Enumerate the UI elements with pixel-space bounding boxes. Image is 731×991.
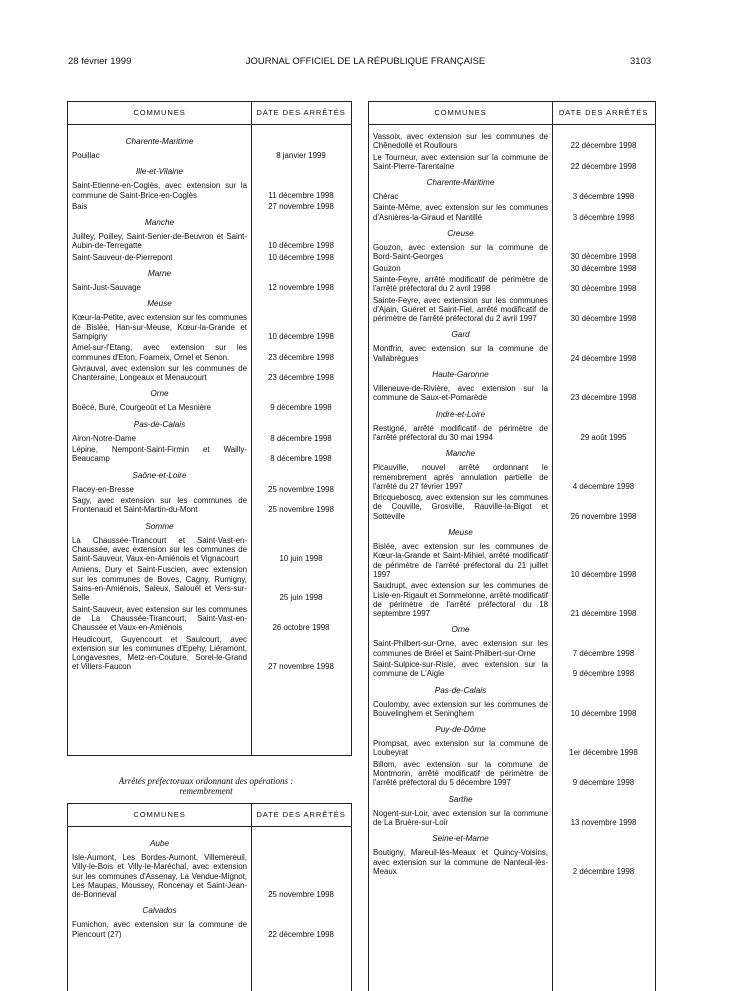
bottom-table: [67, 803, 352, 991]
table-row: [68, 343, 351, 362]
col-communes-header: COMMUNES: [68, 102, 251, 125]
commune-name: Gouzon: [373, 263, 401, 273]
table-row: [369, 760, 655, 788]
commune-name: Nogent-sur-Loir, avec extension sur la commune de La Bruère-sur-Loir: [373, 808, 548, 827]
department-heading: Haute-Garonne: [432, 370, 489, 380]
commune-name: Fumichon, avec extension sur la commune de Piencourt (27): [72, 920, 247, 939]
table-row: [68, 434, 351, 443]
table-row: [369, 384, 655, 403]
arrete-date: 13 novembre 1998: [570, 817, 637, 827]
table-row: [369, 848, 655, 876]
right-table: [368, 101, 656, 991]
department-heading: Orne: [150, 389, 169, 399]
commune-name: Airon-Notre-Dame: [72, 433, 137, 443]
table-row: [369, 264, 655, 273]
department-heading: Gard: [451, 330, 470, 340]
arrete-date: 27 novembre 1998: [268, 662, 334, 672]
arrete-date: 26 novembre 1998: [570, 511, 637, 521]
arrete-date: 25 novembre 1998: [268, 505, 334, 515]
department-heading: Pas-de-Calais: [434, 685, 487, 695]
page-number: 3103: [630, 56, 652, 67]
commune-name: Isle-Aumont, Les Bordes-Aumont, Villemereuil, Villy-le-Bois et Villy-le-Maréchal, avec extension sur les communes d'Assenay, La Vendue-Mignot, Les Maupas, Moussey, Roncenay et Saint-Jean-de-Bonneval: [72, 853, 247, 900]
arrete-date: 22 décembre 1998: [570, 161, 637, 171]
department-heading: Somme: [145, 521, 174, 531]
arrete-date: 23 décembre 1998: [268, 373, 334, 383]
table-row: [369, 192, 655, 201]
department-heading: Indre-et-Loire: [435, 409, 486, 419]
table-row: [68, 364, 351, 383]
table-row: [369, 203, 655, 222]
commune-name: Saint-Sulpice-sur-Risle, avec extension sur la commune de L'Aigle: [373, 659, 548, 679]
arrete-date: 22 décembre 1998: [570, 141, 637, 151]
department-heading: Seine-et-Marne: [432, 834, 489, 844]
arrete-date: 30 décembre 1998: [570, 284, 637, 294]
arrete-date: 4 décembre 1998: [572, 481, 635, 491]
table-row: [68, 202, 351, 211]
department-heading: Meuse: [448, 528, 473, 538]
col-date-header: DATE DES ARRÊTÉS: [552, 102, 655, 125]
table-row: [369, 132, 655, 151]
table-row: [68, 151, 351, 160]
table-row: [68, 181, 351, 200]
commune-name: Bais: [72, 201, 88, 211]
department-heading: Calvados: [142, 906, 177, 916]
table-row: [369, 344, 655, 363]
arrete-date: 30 décembre 1998: [570, 314, 637, 324]
department-heading: Ille-et-Vilaine: [135, 167, 184, 177]
right-table-body: [369, 132, 655, 878]
table-row: [68, 313, 351, 341]
arrete-date: 2 décembre 1998: [572, 866, 635, 876]
arrete-date: 8 décembre 1998: [270, 454, 332, 464]
department-heading: Charente-Maritime: [426, 178, 495, 188]
commune-name: Amiens, Dury et Saint-Fuscien, avec extension sur les communes de Boves, Cagny, Rumigny, Sains-en-Amiénois, Saleux, Salouël et Vers-sur-Selle: [72, 565, 247, 603]
table-row: [369, 424, 655, 443]
commune-name: Saint-Sauveur, avec extension sur les communes de La Chaussée-Tirancourt, Saint-Vast-en-Chaussée et Vaux-en-Amiénois: [72, 604, 247, 633]
commune-name: Boutigny, Mareuil-lès-Meaux et Quincy-Voisins, avec extension sur la commune de Nanteuil-lès-Meaux: [373, 848, 548, 876]
section-caption: Arrêtés préfectoraux ordonnant des opérations : remembrement: [118, 776, 294, 796]
arrete-date: 9 décembre 1998: [572, 778, 635, 788]
commune-name: Sainte-Feyre, avec extension sur les communes d'Ajain, Guéret et Saint-Fiel, arrêté modificatif de périmètre de l'arrêté préfectoral du 2 avril 1997: [373, 295, 548, 324]
table-row: [369, 296, 655, 324]
commune-name: Gouzon, avec extension sur la commune de Bord-Saint-Georges: [373, 243, 548, 262]
arrete-date: 10 décembre 1998: [570, 708, 637, 718]
arrete-date: 22 décembre 1998: [268, 929, 334, 939]
arrete-date: 27 novembre 1998: [268, 201, 334, 211]
commune-name: Coulomby, avec extension sur les communes de Bouvelinghem et Seninghem: [373, 699, 548, 718]
arrete-date: 30 décembre 1998: [570, 252, 637, 262]
col-date-header: DATE DES ARRÊTÉS: [251, 102, 351, 125]
department-heading: Charente-Maritime: [125, 137, 194, 146]
table-row: [68, 445, 351, 464]
commune-name: Sagy, avec extension sur les communes de Frontenaud et Saint-Martin-du-Mont: [72, 495, 247, 515]
department-heading: Aube: [149, 839, 170, 848]
arrete-date: 26 octobre 1998: [272, 623, 330, 633]
table-row: [369, 153, 655, 172]
col-date-header: DATE DES ARRÊTÉS: [251, 804, 351, 827]
table-row: [68, 565, 351, 602]
table-row: [369, 542, 655, 579]
table-row: [369, 493, 655, 521]
table-row: [369, 700, 655, 719]
table-row: [68, 496, 351, 515]
arrete-date: 8 décembre 1998: [270, 433, 332, 443]
arrete-date: 25 novembre 1998: [268, 890, 334, 900]
arrete-date: 10 décembre 1998: [268, 252, 334, 262]
table-row: [369, 463, 655, 491]
commune-name: Prompsat, avec extension sur la commune de Loubeyrat: [373, 739, 548, 758]
commune-name: Villeneuve-de-Rivière, avec extension sur la commune de Saux-et-Pomarède: [373, 384, 548, 403]
arrete-date: 10 décembre 1998: [268, 241, 334, 251]
table-row: [369, 275, 655, 294]
commune-name: Boëcé, Buré, Courgeoût et La Mesnière: [72, 403, 212, 413]
bottom-table-body: [68, 832, 351, 941]
arrete-date: 10 décembre 1998: [268, 331, 334, 341]
arrete-date: 3 décembre 1998: [572, 192, 635, 202]
arrete-date: 9 décembre 1998: [572, 669, 635, 679]
commune-name: Saint-Philbert-sur-Orne, avec extension sur les communes de Bréel et Saint-Philbert-sur-Orne: [373, 639, 548, 658]
table-row: [68, 232, 351, 251]
commune-name: Billom, avec extension sur la commune de Montmorin, arrêté modificatif de périmètre de l'arrêté préfectoral du 5 décembre 1997: [373, 759, 548, 788]
table-row: [369, 660, 655, 679]
commune-name: Saudrupt, avec extension sur les communes de Lisle-en-Rigault et Sommelonne, arrêté modificatif de périmètre de l'arrêté préfectoral du 18 septembre 1997: [373, 581, 548, 619]
commune-name: Saint-Etienne-en-Coglès, avec extension sur la commune de Saint-Brice-en-Coglès: [72, 181, 247, 200]
commune-name: Saint-Just-Sauvage: [72, 283, 141, 293]
table-row: [68, 283, 351, 292]
department-heading: Sarthe: [448, 794, 473, 804]
commune-name: Montfrin, avec extension sur la commune de Vallabrègues: [373, 344, 548, 363]
arrete-date: 12 novembre 1998: [268, 283, 334, 293]
commune-name: Flacey-en-Bresse: [72, 484, 134, 494]
arrete-date: 3 décembre 1998: [572, 212, 635, 222]
department-heading: Puy-de-Dôme: [435, 725, 486, 735]
arrete-date: 10 juin 1998: [279, 554, 323, 564]
commune-name: Givrauval, avec extension sur les communes de Chanteraine, Longeaux et Menaucourt: [72, 363, 247, 383]
table-row: [68, 253, 351, 262]
commune-name: Restigné, arrêté modificatif de périmètre de l'arrêté préfectoral du 30 mai 1994: [373, 423, 548, 442]
table-row: [369, 739, 655, 758]
commune-name: Amel-sur-l'Etang, avec extension sur les communes d'Eton, Foameix, Ornel et Senon.: [72, 343, 247, 362]
table-row: [68, 485, 351, 494]
arrete-date: 29 août 1995: [580, 432, 627, 442]
commune-name: Sainte-Même, avec extension sur les communes d'Asnières-la-Giraud et Nantillé: [373, 203, 548, 222]
table-row: [68, 536, 351, 564]
arrete-date: 23 décembre 1998: [570, 393, 637, 403]
arrete-date: 30 décembre 1998: [570, 263, 637, 273]
department-heading: Manche: [144, 218, 175, 228]
department-heading: Meuse: [147, 299, 172, 309]
commune-name: Chérac: [373, 192, 399, 202]
commune-name: La Chaussée-Tirancourt et Saint-Vast-en-Chaussée, avec extension sur les communes de Saint-Sauveur, Vaux-en-Amiénois et Vignacourt: [72, 535, 247, 564]
commune-name: Sainte-Feyre, arrêté modificatif de périmètre de l'arrêté préfectoral du 2 avril 1998: [373, 274, 548, 294]
arrete-date: 25 novembre 1998: [268, 484, 334, 494]
arrete-date: 25 juin 1998: [279, 593, 323, 603]
commune-name: Saint-Sauveur-de-Pierrepont: [72, 252, 173, 262]
commune-name: Le Tourneur, avec extension sur la commune de Saint-Pierre-Tarentaine: [373, 152, 548, 171]
commune-name: Pouillac: [72, 151, 100, 160]
page-date: 28 février 1999: [68, 56, 132, 67]
table-row: [369, 639, 655, 658]
commune-name: Bislée, avec extension sur les communes de Kœur-la-Grande et Saint-Mihiel, arrêté modificatif de périmètre de l'arrêté préfectoral du 21 juillet 1997: [373, 542, 548, 579]
department-heading: Pas-de-Calais: [133, 419, 186, 429]
department-heading: Manche: [445, 449, 476, 459]
table-row: [369, 581, 655, 618]
left-table: [67, 101, 352, 756]
table-row: [68, 635, 351, 672]
arrete-date: 24 décembre 1998: [570, 353, 637, 363]
table-row: [68, 920, 351, 939]
col-communes-header: COMMUNES: [68, 804, 251, 827]
arrete-date: 21 décembre 1998: [570, 609, 637, 619]
commune-name: Lépine, Nempont-Saint-Firmin et Wailly-Beaucamp: [72, 445, 247, 464]
table-row: [68, 853, 351, 899]
department-heading: Marne: [147, 269, 172, 279]
arrete-date: 9 décembre 1998: [270, 403, 332, 413]
journal-title: JOURNAL OFFICIEL DE LA RÉPUBLIQUE FRANÇAISE: [245, 56, 486, 67]
arrete-date: 8 janvier 1999: [276, 151, 326, 160]
arrete-date: 11 décembre 1998: [268, 190, 334, 200]
arrete-date: 7 décembre 1998: [572, 648, 635, 658]
arrete-date: 10 décembre 1998: [570, 569, 637, 579]
table-row: [68, 403, 351, 412]
table-row: [369, 809, 655, 828]
col-communes-header: COMMUNES: [369, 102, 552, 125]
commune-name: Vassoix, avec extension sur les communes de Chênedollé et Roullours: [373, 132, 548, 151]
table-row: [68, 605, 351, 633]
department-heading: Orne: [451, 625, 470, 635]
commune-name: Juilley, Poilley, Saint-Senier-de-Beuvron et Saint-Aubin-de-Terregatte: [72, 232, 247, 251]
left-table-body: [68, 130, 351, 674]
department-heading: Saône-et-Loire: [132, 470, 187, 480]
commune-name: Kœur-la-Petite, avec extension sur les communes de Bislée, Han-sur-Meuse, Kœur-la-Grande et Sampigny: [72, 313, 247, 341]
commune-name: Bricqueboscq, avec extension sur les communes de Couville, Grosville, Rauville-la-Bigot et Sotteville: [373, 493, 548, 521]
commune-name: Picauville, nouvel arrêté ordonnant le remembrement après annulation partielle de l'arrêté du 27 février 1997: [373, 463, 548, 491]
table-row: [369, 243, 655, 262]
arrete-date: 23 décembre 1998: [268, 352, 334, 362]
commune-name: Heudicourt, Guyencourt et Saulcourt, avec extension sur les communes d'Epehy, Liéramont, Longavesnes, Metz-en-Couture, Sorel-le-Grand et Villers-Faucon: [72, 634, 247, 672]
arrete-date: 1er décembre 1998: [569, 748, 638, 758]
department-heading: Creuse: [447, 229, 474, 239]
